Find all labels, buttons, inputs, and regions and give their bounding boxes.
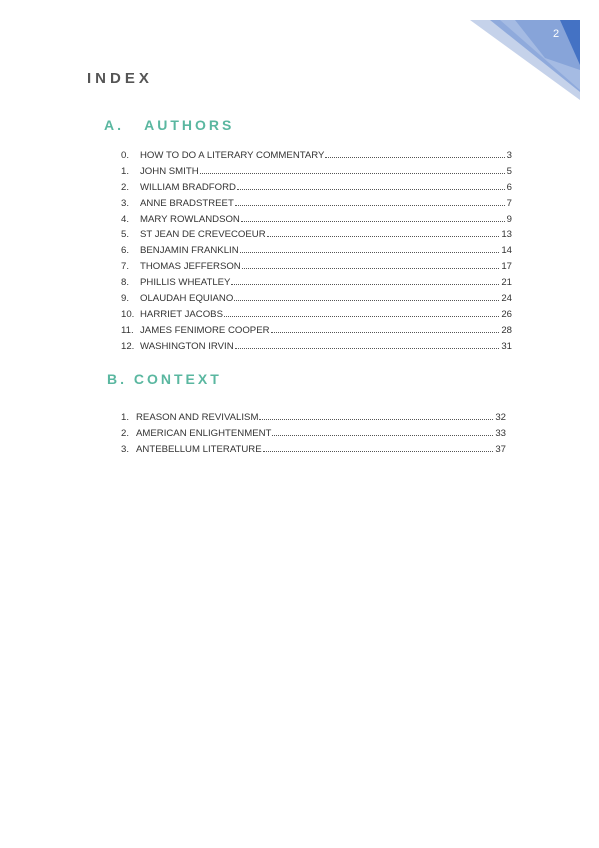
toc-entry-title: ANNE BRADSTREET (140, 197, 234, 209)
authors-toc (121, 148, 512, 355)
toc-dot-leader (237, 189, 505, 190)
context-toc (121, 410, 506, 458)
toc-entry-page: 32 (495, 412, 506, 423)
toc-entry[interactable] (121, 275, 512, 291)
toc-dot-leader (235, 348, 500, 349)
toc-entry-title: PHILLIS WHEATLEY (140, 277, 231, 289)
toc-entry-number: 8. (121, 277, 130, 289)
toc-entry-number: 6. (121, 245, 130, 257)
toc-entry[interactable] (121, 212, 512, 228)
toc-entry-title: ST JEAN DE CREVECOEUR (140, 229, 266, 241)
toc-entry-number: 1. (121, 165, 130, 177)
toc-dot-leader (263, 451, 494, 452)
toc-entry-page: 17 (501, 261, 512, 273)
toc-dot-leader (241, 221, 505, 222)
toc-entry-title: AMERICAN ENLIGHTENMENT (136, 427, 272, 439)
toc-entry-title: HOW TO DO A LITERARY COMMENTARY (140, 150, 325, 161)
toc-entry-title: MARY ROWLANDSON (140, 213, 240, 225)
toc-entry-number: 10. (121, 308, 135, 320)
page-number: 2 (552, 28, 560, 40)
toc-entry[interactable] (121, 259, 512, 275)
section-heading-authors: A. AUTHORS (104, 117, 235, 133)
toc-dot-leader (267, 236, 500, 237)
toc-entry-page: 37 (495, 443, 506, 455)
toc-entry-page: 33 (495, 427, 506, 439)
toc-entry-page: 3 (506, 150, 512, 161)
toc-dot-leader (325, 157, 504, 158)
toc-entry-page: 28 (501, 324, 512, 336)
toc-entry-number: 7. (121, 261, 130, 273)
toc-entry-number: 4. (121, 213, 130, 225)
toc-entry-title: BENJAMIN FRANKLIN (140, 245, 239, 257)
toc-entry-number: 5. (121, 229, 130, 241)
toc-entry-number: 2. (121, 181, 130, 193)
toc-entry-title: JOHN SMITH (140, 165, 199, 177)
toc-dot-leader (234, 300, 499, 301)
toc-entry-title: ANTEBELLUM LITERATURE (136, 443, 262, 455)
toc-entry-title: HARRIET JACOBS (140, 308, 223, 320)
toc-entry-number: 1. (121, 412, 130, 423)
toc-entry-title: THOMAS JEFFERSON (140, 261, 241, 273)
toc-entry[interactable] (121, 227, 512, 243)
toc-entry[interactable] (121, 307, 512, 323)
toc-entry-number: 9. (121, 293, 130, 305)
toc-entry[interactable] (121, 148, 512, 164)
toc-entry-page: 13 (501, 229, 512, 241)
toc-entry[interactable] (121, 442, 506, 458)
toc-entry-title: OLAUDAH EQUIANO (140, 293, 234, 305)
toc-dot-leader (235, 205, 505, 206)
toc-entry[interactable] (121, 323, 512, 339)
toc-dot-leader (259, 419, 493, 420)
toc-dot-leader (272, 435, 493, 436)
toc-dot-leader (231, 284, 499, 285)
toc-entry[interactable] (121, 164, 512, 180)
toc-entry-page: 14 (501, 245, 512, 257)
toc-entry-page: 9 (506, 213, 512, 225)
toc-entry-number: 3. (121, 443, 130, 455)
toc-entry[interactable] (121, 243, 512, 259)
toc-dot-leader (240, 252, 500, 253)
toc-dot-leader (242, 268, 500, 269)
toc-entry-page: 31 (501, 340, 512, 352)
toc-entry-title: JAMES FENIMORE COOPER (140, 324, 270, 336)
toc-entry-page: 5 (506, 165, 512, 177)
toc-entry[interactable] (121, 339, 512, 355)
toc-entry-page: 21 (501, 277, 512, 289)
toc-entry-title: WILLIAM BRADFORD (140, 181, 236, 193)
toc-dot-leader (271, 332, 500, 333)
toc-entry-page: 24 (501, 293, 512, 305)
toc-entry-number: 12. (121, 340, 135, 352)
toc-entry-number: 3. (121, 197, 130, 209)
toc-entry-number: 0. (121, 150, 130, 161)
toc-entry[interactable] (121, 291, 512, 307)
toc-entry[interactable] (121, 410, 506, 426)
toc-entry-page: 26 (501, 308, 512, 320)
toc-dot-leader (224, 316, 499, 317)
toc-entry[interactable] (121, 180, 512, 196)
toc-entry-title: REASON AND REVIVALISM (136, 412, 259, 423)
toc-entry-number: 2. (121, 427, 130, 439)
toc-entry[interactable] (121, 426, 506, 442)
section-heading-context: B. CONTEXT (107, 371, 222, 387)
toc-entry-page: 7 (506, 197, 512, 209)
toc-entry-title: WASHINGTON IRVIN (140, 340, 234, 352)
toc-dot-leader (200, 173, 505, 174)
toc-entry-number: 11. (121, 324, 134, 336)
toc-entry[interactable] (121, 196, 512, 212)
index-title: INDEX (87, 70, 153, 87)
toc-entry-page: 6 (506, 181, 512, 193)
